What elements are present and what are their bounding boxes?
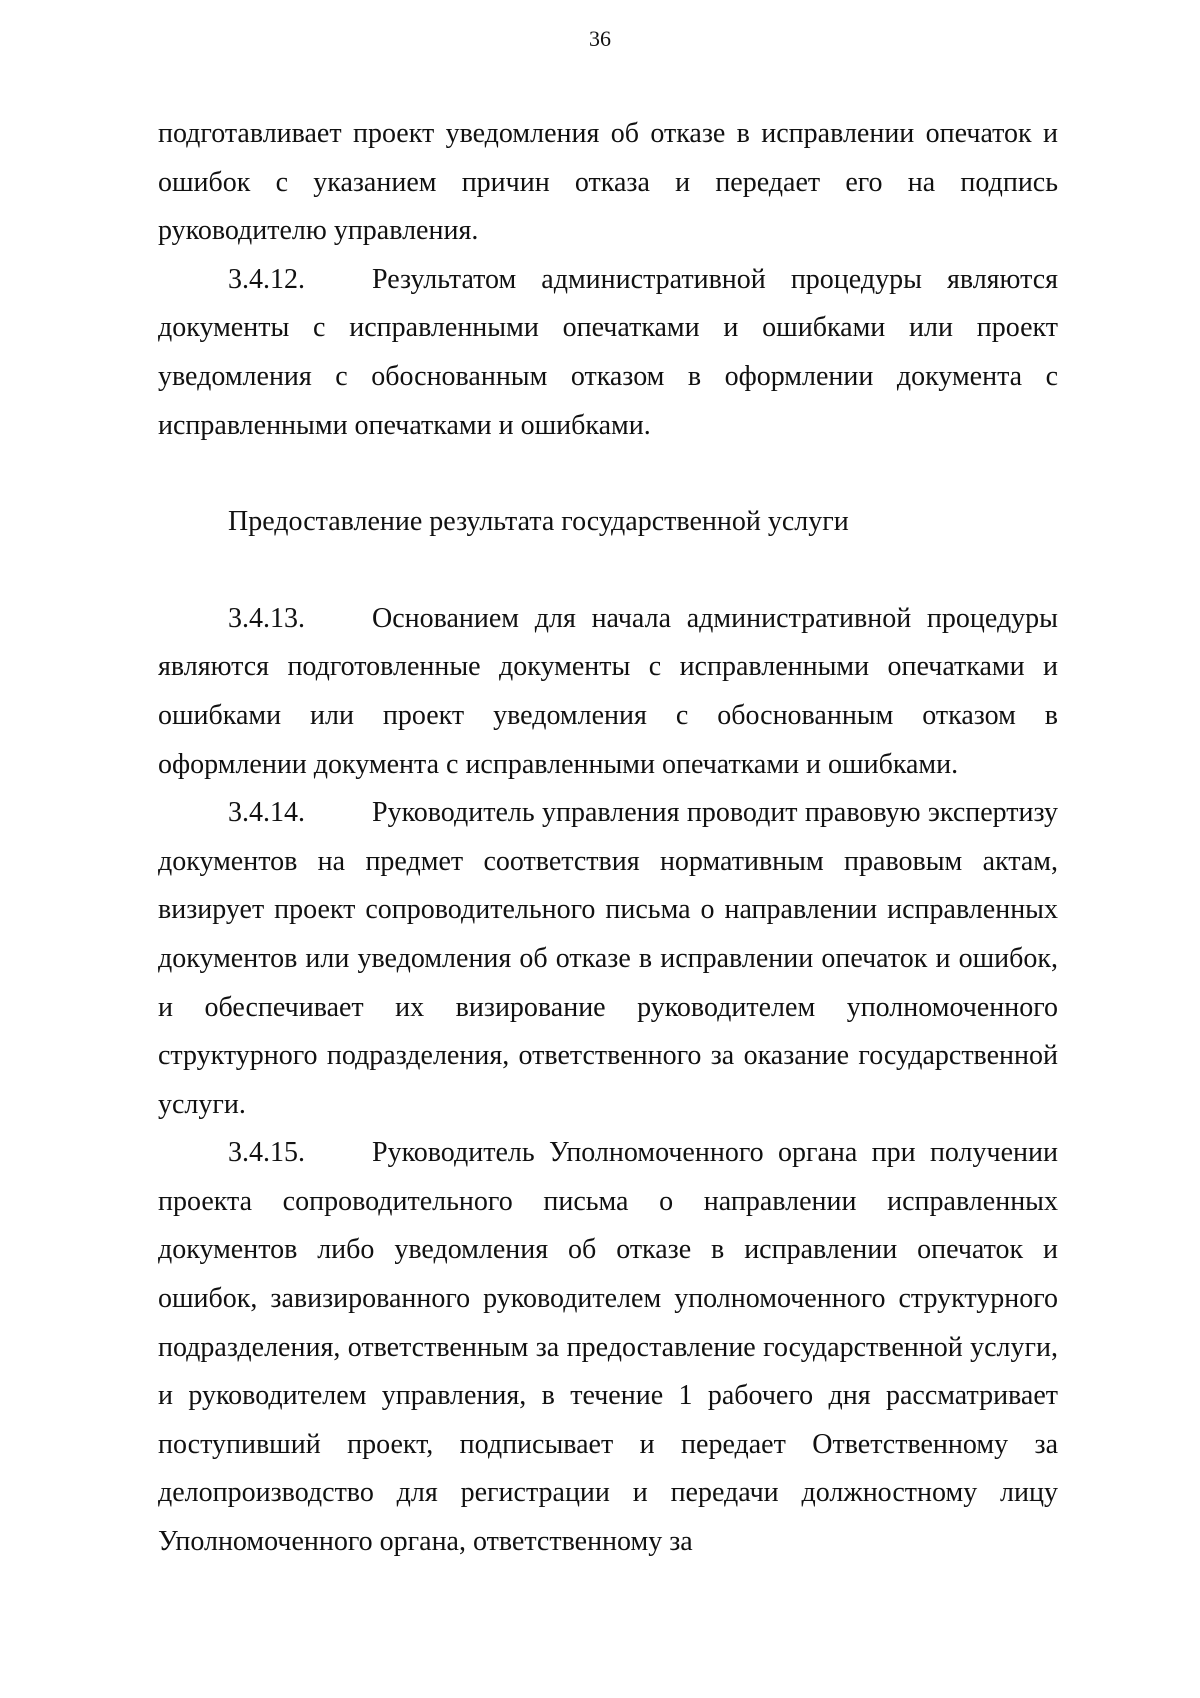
paragraph-text: Основанием для начала административной процедуры являются подготовленные документы с исправленными опечатками и ошибками или проект уведомления с обоснованным отказом в оформлении документа с исправленными опечатками и ошибками. (158, 602, 1058, 780)
paragraph-text: Результатом административной процедуры являются документы с исправленными опечатками и ошибками или проект уведомления с обоснованным отказом в оформлении документа с исправленными опечатками и ошибками. (158, 263, 1058, 441)
document-body (158, 110, 1058, 1567)
paragraph-text: Руководитель Уполномоченного органа при получении проекта сопроводительного письма о направлении исправленных документов либо уведомления об отказе в исправлении опечаток и ошибок, завизированного руководителем уполномоченного структурного подразделения, ответственным за предоставление государственной услуги, и руководителем управления, в течение 1 рабочего дня рассматривает поступивший проект, подписывает и передает Ответственному за делопроизводство для регистрации и передачи должностному лицу Уполномоченного органа, ответственному за (158, 1137, 1058, 1558)
paragraph-number: 3.4.13. (228, 602, 305, 634)
paragraph-number: 3.4.15. (228, 1137, 305, 1169)
paragraph-3-4-12 (158, 256, 1058, 450)
page-number: 36 (589, 26, 611, 51)
paragraph-text: Руководитель управления проводит правовую экспертизу документов на предмет соответствия нормативным правовым актам, визирует проект сопроводительного письма о направлении исправленных документов или уведомления об отказе в исправлении опечаток и ошибок, и обеспечивает их визирование руководителем уполномоченного структурного подразделения, ответственного за оказание государственной услуги. (158, 797, 1058, 1120)
paragraph-number: 3.4.12. (228, 263, 305, 295)
paragraph-3-4-13 (158, 595, 1058, 789)
section-heading: Предоставление результата государственной услуги (228, 506, 849, 538)
paragraph-continuation (158, 110, 1058, 256)
paragraph-3-4-14 (158, 789, 1058, 1129)
paragraph-3-4-15 (158, 1129, 1058, 1566)
paragraph-text: подготавливает проект уведомления об отказе в исправлении опечаток и ошибок с указанием причин отказа и передает его на подпись руководителю управления. (158, 118, 1058, 247)
paragraph-number: 3.4.14. (228, 797, 305, 829)
